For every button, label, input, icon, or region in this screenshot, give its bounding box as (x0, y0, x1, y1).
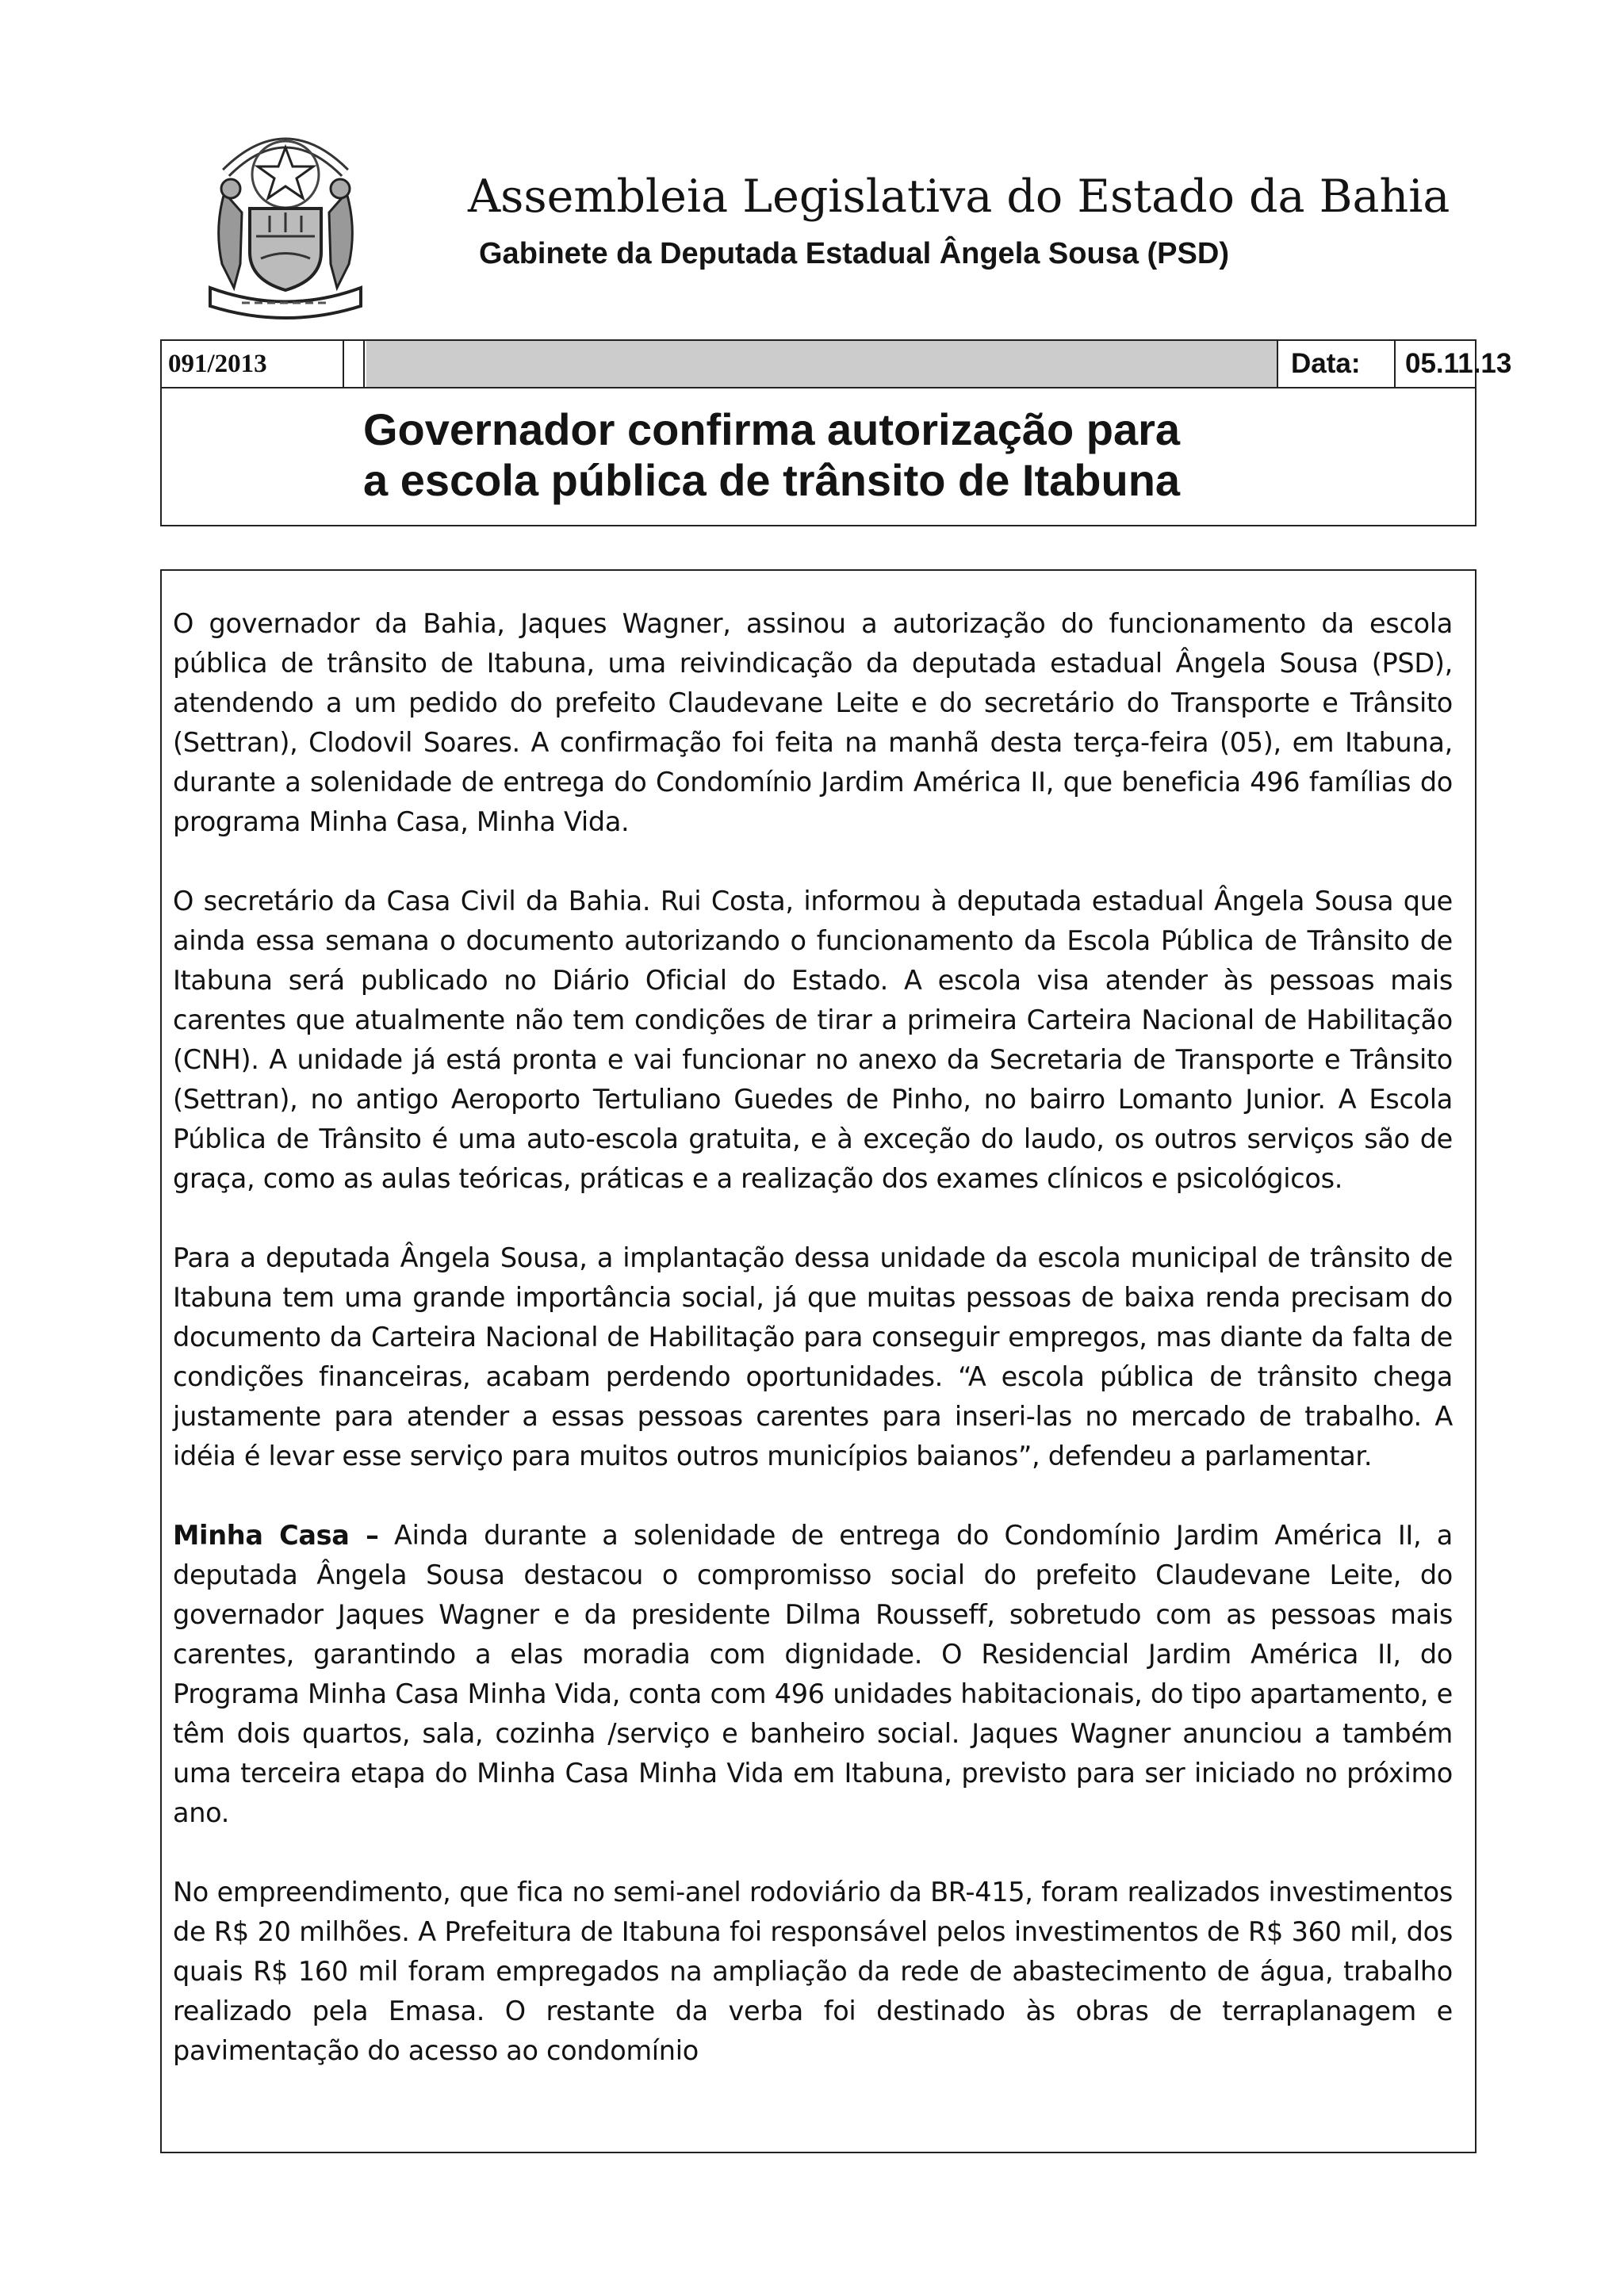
minha-casa-text: Ainda durante a solenidade de entrega do Condomínio Jardim América II, a deputada Ângela Sousa destacou o compromisso social do prefeito Claudevane Leite, do governador Jaques Wagner e da presidente Dilma Rousseff, sobretudo com as pessoas mais carentes, garantindo a elas moradia com dignidade. O Residencial Jardim América II, do Programa Minha Casa Minha Vida, conta com 496 unidades habitacionais, do tipo apartamento, e têm dois quartos, sala, cozinha /serviço e banheiro social. Jaques Wagner anunciou a também uma terceira etapa do Minha Casa Minha Vida em Itabuna, previsto para ser iniciado no próximo ano. (173, 1520, 1453, 1828)
headline-line-2: a escola pública de trânsito de Itabuna (363, 455, 1181, 505)
record-meta-row (162, 341, 1512, 388)
date-value: 05.11.13 (1405, 348, 1512, 379)
article-body (173, 604, 1453, 2071)
minha-casa-lead: Minha Casa – (173, 1520, 379, 1551)
grey-field (366, 341, 1278, 387)
paragraph-2: O secretário da Casa Civil da Bahia. Rui Costa, informou à deputada estadual Ângela Sousa que ainda essa semana o documento autorizando o funcionamento da Escola Pública de Trânsito de Itabuna será publicado no Diário Oficial do Estado. A escola visa atender às pessoas mais carentes que atualmente não tem condições de tirar a primeira Carteira Nacional de Habilitação (CNH). A unidade já está pronta e vai funcionar no anexo da Secretaria de Transporte e Trânsito (Settran), no antigo Aeroporto Tertuliano Guedes de Pinho, no bairro Lomanto Junior. A Escola Pública de Trânsito é uma auto-escola gratuita, e à exceção do laudo, os outros serviços são de graça, como as aulas teóricas, práticas e a realização dos exames clínicos e psicológicos. (173, 886, 1453, 1194)
paragraph-3: Para a deputada Ângela Sousa, a implantação dessa unidade da escola municipal de trânsito de Itabuna tem uma grande importância social, já que muitas pessoas de baixa renda precisam do documento da Carteira Nacional de Habilitação para conseguir empregos, mas diante da falta de condições financeiras, acabam perdendo oportunidades. “A escola pública de trânsito chega justamente para atender a essas pessoas carentes para inseri-las no mercado de trabalho. A idéia é levar esse serviço para muitos outros municípios baianos”, defendeu a parlamentar. (173, 1242, 1453, 1471)
blank-cell (344, 341, 365, 387)
office-subtitle: Gabinete da Deputada Estadual Ângela Sousa (PSD) (479, 237, 1229, 270)
headline-line-1: Governador confirma autorização para (363, 404, 1181, 454)
paragraph-1: O governador da Bahia, Jaques Wagner, assinou a autorização do funcionamento da escola pública de trânsito de Itabuna, uma reivindicação da deputada estadual Ângela Sousa (PSD), atendendo a um pedido do prefeito Claudevane Leite e do secretário do Transporte e Trânsito (Settran), Clodovil Soares. A confirmação foi feita na manhã desta terça-feira (05), em Itabuna, durante a solenidade de entrega do Condomínio Jardim América II, que beneficia 496 famílias do programa Minha Casa, Minha Vida. (173, 608, 1453, 837)
record-header-box (160, 339, 1512, 526)
headline (363, 404, 1426, 506)
bahia-coat-of-arms-icon (194, 117, 377, 325)
organization-title: Assembleia Legislativa do Estado da Bahia (468, 170, 1450, 223)
date-label: Data: (1278, 341, 1396, 387)
paragraph-final: No empreendimento, que fica no semi-anel rodoviário da BR-415, foram realizados investimentos de R$ 20 milhões. A Prefeitura de Itabuna foi responsável pelos investimentos de R$ 360 mil, dos quais R$ 160 mil foram empregados na ampliação da rede de abastecimento de água, trabalho realizado pela Emasa. O restante da verba foi destinado às obras de terraplanagem e pavimentação do acesso ao condomínio (173, 1877, 1453, 2066)
paragraph-minha-casa (173, 1516, 1453, 1833)
record-number: 091/2013 (168, 349, 267, 378)
